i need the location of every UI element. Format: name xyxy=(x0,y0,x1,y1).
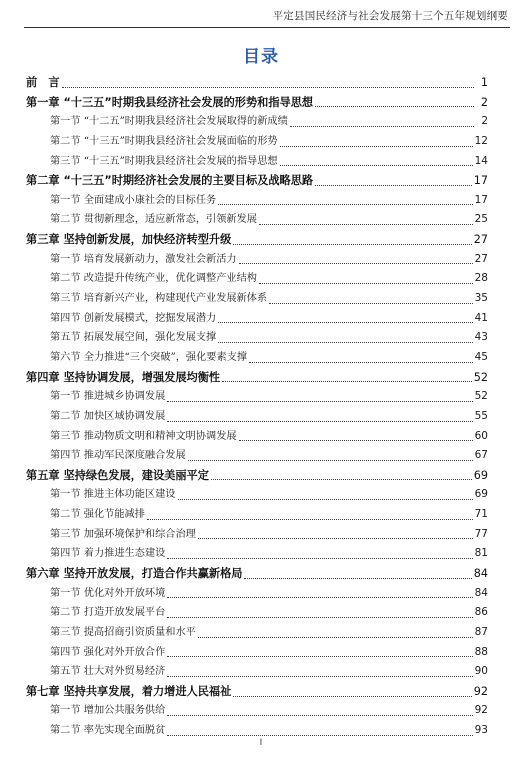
toc-leader-dots xyxy=(290,126,474,127)
toc-entry-page: 60 xyxy=(474,429,488,442)
toc-entry-label: 第三章 坚持创新发展，加快经济转型升级 xyxy=(26,233,232,247)
toc-leader-dots xyxy=(147,519,473,520)
toc-section-entry[interactable] xyxy=(26,525,488,545)
toc-entry-page: 27 xyxy=(474,252,488,265)
toc-section-entry[interactable] xyxy=(26,485,488,505)
toc-entry-label: 第三节 推动物质文明和精神文明协调发展 xyxy=(50,430,237,442)
toc-entry-label: 第三节 加强环境保护和综合治理 xyxy=(50,528,196,540)
toc-entry-label: 第二节 “十三五”时期我县经济社会发展面临的形势 xyxy=(50,135,278,147)
toc-section-entry[interactable] xyxy=(26,643,488,663)
toc-leader-dots xyxy=(211,479,472,480)
toc-entry-label: 第二节 强化节能减排 xyxy=(50,509,145,521)
toc-entry-label: 第二节 打造开放发展平台 xyxy=(50,607,166,619)
toc-section-entry[interactable] xyxy=(26,603,488,623)
toc-title: 目录 xyxy=(243,47,279,67)
running-header-title: 平定县国民经济与社会发展第十三个五年规划纲要 xyxy=(272,10,508,22)
toc-entry-page: 14 xyxy=(474,154,488,167)
toc-entry-page: 93 xyxy=(474,724,488,737)
toc-entry-label: 第四节 着力推进生态建设 xyxy=(50,548,166,560)
toc-section-entry[interactable] xyxy=(26,152,488,172)
toc-entry-page: 55 xyxy=(474,409,488,422)
toc-entry-label: 第五节 拓展发展空间，强化发展支撑 xyxy=(50,332,217,344)
toc-section-entry[interactable] xyxy=(26,328,488,348)
toc-entry-label: 第一节 推进主体功能区建设 xyxy=(50,489,176,501)
toc-leader-dots xyxy=(167,558,472,559)
toc-entry-page: 69 xyxy=(474,488,488,501)
toc-entry-label: 第二章 “十三五”时期经济社会发展的主要目标及战略思路 xyxy=(26,174,314,188)
toc-entry-page: 87 xyxy=(474,625,488,638)
toc-entry-label: 第七章 坚持共享发展，着力增进人民福祉 xyxy=(26,684,232,698)
toc-entry-label: 第三节 提高招商引资质量和水平 xyxy=(50,626,196,638)
toc-entry-page: 90 xyxy=(474,665,488,678)
toc-entry-label: 第二节 加快区域协调发展 xyxy=(50,410,166,422)
toc-entry-label: 第三节 培育新兴产业，构建现代产业发展新体系 xyxy=(50,293,268,305)
toc-leader-dots xyxy=(218,204,472,205)
toc-entry-label: 第二节 改造提升传统产业，优化调整产业结构 xyxy=(50,273,257,285)
toc-section-entry[interactable] xyxy=(26,191,488,211)
toc-leader-dots xyxy=(259,283,473,284)
toc-entry-label: 第一节 “十二五”时期我县经济社会发展取得的新成绩 xyxy=(50,116,288,128)
toc-section-entry[interactable] xyxy=(26,348,488,368)
toc-entry-label: 前 言 xyxy=(26,75,60,89)
toc-chapter-entry[interactable] xyxy=(26,368,488,388)
toc-section-entry[interactable] xyxy=(26,210,488,230)
toc-section-entry[interactable] xyxy=(26,269,488,289)
toc-leader-dots xyxy=(167,656,472,657)
toc-entry-label: 第二节 率先实现全面脱贫 xyxy=(50,725,166,737)
toc-entry-label: 第一节 全面建成小康社会的目标任务 xyxy=(50,194,217,206)
toc-entry-page: 27 xyxy=(473,233,488,247)
toc-entry-page: 25 xyxy=(474,213,488,226)
toc-entry-label: 第六节 全力推进“三个突破”，强化要素支撑 xyxy=(50,351,248,363)
toc-leader-dots xyxy=(178,499,473,500)
toc-leader-dots xyxy=(315,106,474,107)
toc-entry-label: 第四章 坚持协调发展，增强发展均衡性 xyxy=(26,370,221,384)
toc-entry-page: 77 xyxy=(474,527,488,540)
toc-entry-page: 67 xyxy=(474,449,488,462)
toc-leader-dots xyxy=(239,440,473,441)
toc-section-entry[interactable] xyxy=(26,662,488,682)
toc-entry-page: 17 xyxy=(474,193,488,206)
toc-entry-label: 第一节 推进城乡协调发展 xyxy=(50,391,166,403)
toc-entry-label: 第五节 壮大对外贸易经济 xyxy=(50,666,166,678)
toc-entry-label: 第四节 创新发展模式，挖掘发展潜力 xyxy=(50,312,217,324)
toc-leader-dots xyxy=(62,87,474,88)
toc-section-entry[interactable] xyxy=(26,427,488,447)
toc-leader-dots xyxy=(280,165,473,166)
toc-leader-dots xyxy=(167,617,472,618)
toc-leader-dots xyxy=(167,401,472,402)
toc-leader-dots xyxy=(222,381,472,382)
toc-chapter-entry[interactable] xyxy=(26,230,488,250)
toc-entry-label: 第一节 增加公共服务供给 xyxy=(50,705,166,717)
toc-entry-label: 第一节 培育发展新动力，激发社会新活力 xyxy=(50,253,237,265)
toc-leader-dots xyxy=(167,676,472,677)
toc-entry-page: 84 xyxy=(473,567,488,580)
toc-leader-dots xyxy=(218,342,472,343)
toc-section-entry[interactable] xyxy=(26,544,488,564)
toc-entry-page: 43 xyxy=(474,331,488,344)
toc-entry-page: 17 xyxy=(473,174,488,188)
toc-entry-page: 52 xyxy=(473,370,488,384)
toc-leader-dots xyxy=(259,224,473,225)
toc-leader-dots xyxy=(167,715,472,716)
toc-leader-dots xyxy=(188,460,473,461)
header-divider xyxy=(24,27,510,28)
toc-leader-dots xyxy=(198,637,473,638)
toc-chapter-entry[interactable] xyxy=(26,682,488,702)
toc-section-entry[interactable] xyxy=(26,505,488,525)
toc-entry-label: 第一节 优化对外开放环境 xyxy=(50,587,166,599)
toc-entry-page: 52 xyxy=(474,390,488,403)
toc-chapter-entry[interactable] xyxy=(26,73,488,93)
toc-section-entry[interactable] xyxy=(26,623,488,643)
toc-section-entry[interactable] xyxy=(26,250,488,270)
toc-entry-page: 28 xyxy=(474,272,488,285)
toc-entry-page: 35 xyxy=(474,292,488,305)
toc-entry-page: 41 xyxy=(474,311,488,324)
toc-entry-label: 第六章 坚持开放发展，打造合作共赢新格局 xyxy=(26,567,243,580)
toc-leader-dots xyxy=(239,263,473,264)
page-number: I xyxy=(259,738,263,748)
toc-section-entry[interactable] xyxy=(26,132,488,152)
toc-chapter-entry[interactable] xyxy=(26,564,488,584)
toc-entry-page: 2 xyxy=(480,95,488,109)
toc-entry-page: 81 xyxy=(474,547,488,560)
toc-entry-label: 第四节 强化对外开放合作 xyxy=(50,646,166,658)
toc-leader-dots xyxy=(198,538,473,539)
toc-section-entry[interactable] xyxy=(26,702,488,722)
toc-entry-page: 2 xyxy=(481,115,488,128)
toc-entry-page: 88 xyxy=(474,645,488,658)
toc-leader-dots xyxy=(315,185,472,186)
toc-entry-page: 71 xyxy=(474,508,488,521)
toc-leader-dots xyxy=(249,362,473,363)
toc-entry-page: 92 xyxy=(474,704,488,717)
toc-entry-page: 86 xyxy=(474,606,488,619)
toc-section-entry[interactable] xyxy=(26,407,488,427)
toc-entry-label: 第三节 “十三五”时期我县经济社会发展的指导思想 xyxy=(50,155,278,167)
toc-leader-dots xyxy=(167,597,472,598)
toc-entry-label: 第四节 推动军民深度融合发展 xyxy=(50,450,186,462)
toc-section-entry[interactable] xyxy=(26,387,488,407)
toc-entry-label: 第二节 贯彻新理念，适应新常态，引领新发展 xyxy=(50,214,257,226)
toc-entry-page: 92 xyxy=(473,684,488,698)
toc-entry-page: 69 xyxy=(473,468,488,482)
toc-entry-page: 45 xyxy=(474,350,488,363)
toc-leader-dots xyxy=(167,421,472,422)
toc-entry-page: 1 xyxy=(480,75,488,89)
toc-entry-page: 12 xyxy=(474,134,488,147)
toc-leader-dots xyxy=(233,244,471,245)
toc-section-entry[interactable] xyxy=(26,309,488,329)
toc-section-entry[interactable] xyxy=(26,584,488,604)
toc-leader-dots xyxy=(167,735,472,736)
toc-chapter-entry[interactable] xyxy=(26,171,488,191)
table-of-contents xyxy=(26,73,488,741)
toc-section-entry[interactable] xyxy=(26,446,488,466)
toc-chapter-entry[interactable] xyxy=(26,466,488,486)
toc-chapter-entry[interactable] xyxy=(26,93,488,113)
toc-leader-dots xyxy=(280,146,473,147)
toc-section-entry[interactable] xyxy=(26,289,488,309)
toc-section-entry[interactable] xyxy=(26,112,488,132)
toc-leader-dots xyxy=(218,322,472,323)
toc-leader-dots xyxy=(269,303,472,304)
toc-leader-dots xyxy=(244,578,471,579)
toc-entry-label: 第五章 坚持绿色发展，建设美丽平定 xyxy=(26,468,209,482)
toc-leader-dots xyxy=(233,696,471,697)
toc-entry-page: 84 xyxy=(474,586,488,599)
toc-entry-label: 第一章 “十三五”时期我县经济社会发展的形势和指导思想 xyxy=(26,95,314,109)
